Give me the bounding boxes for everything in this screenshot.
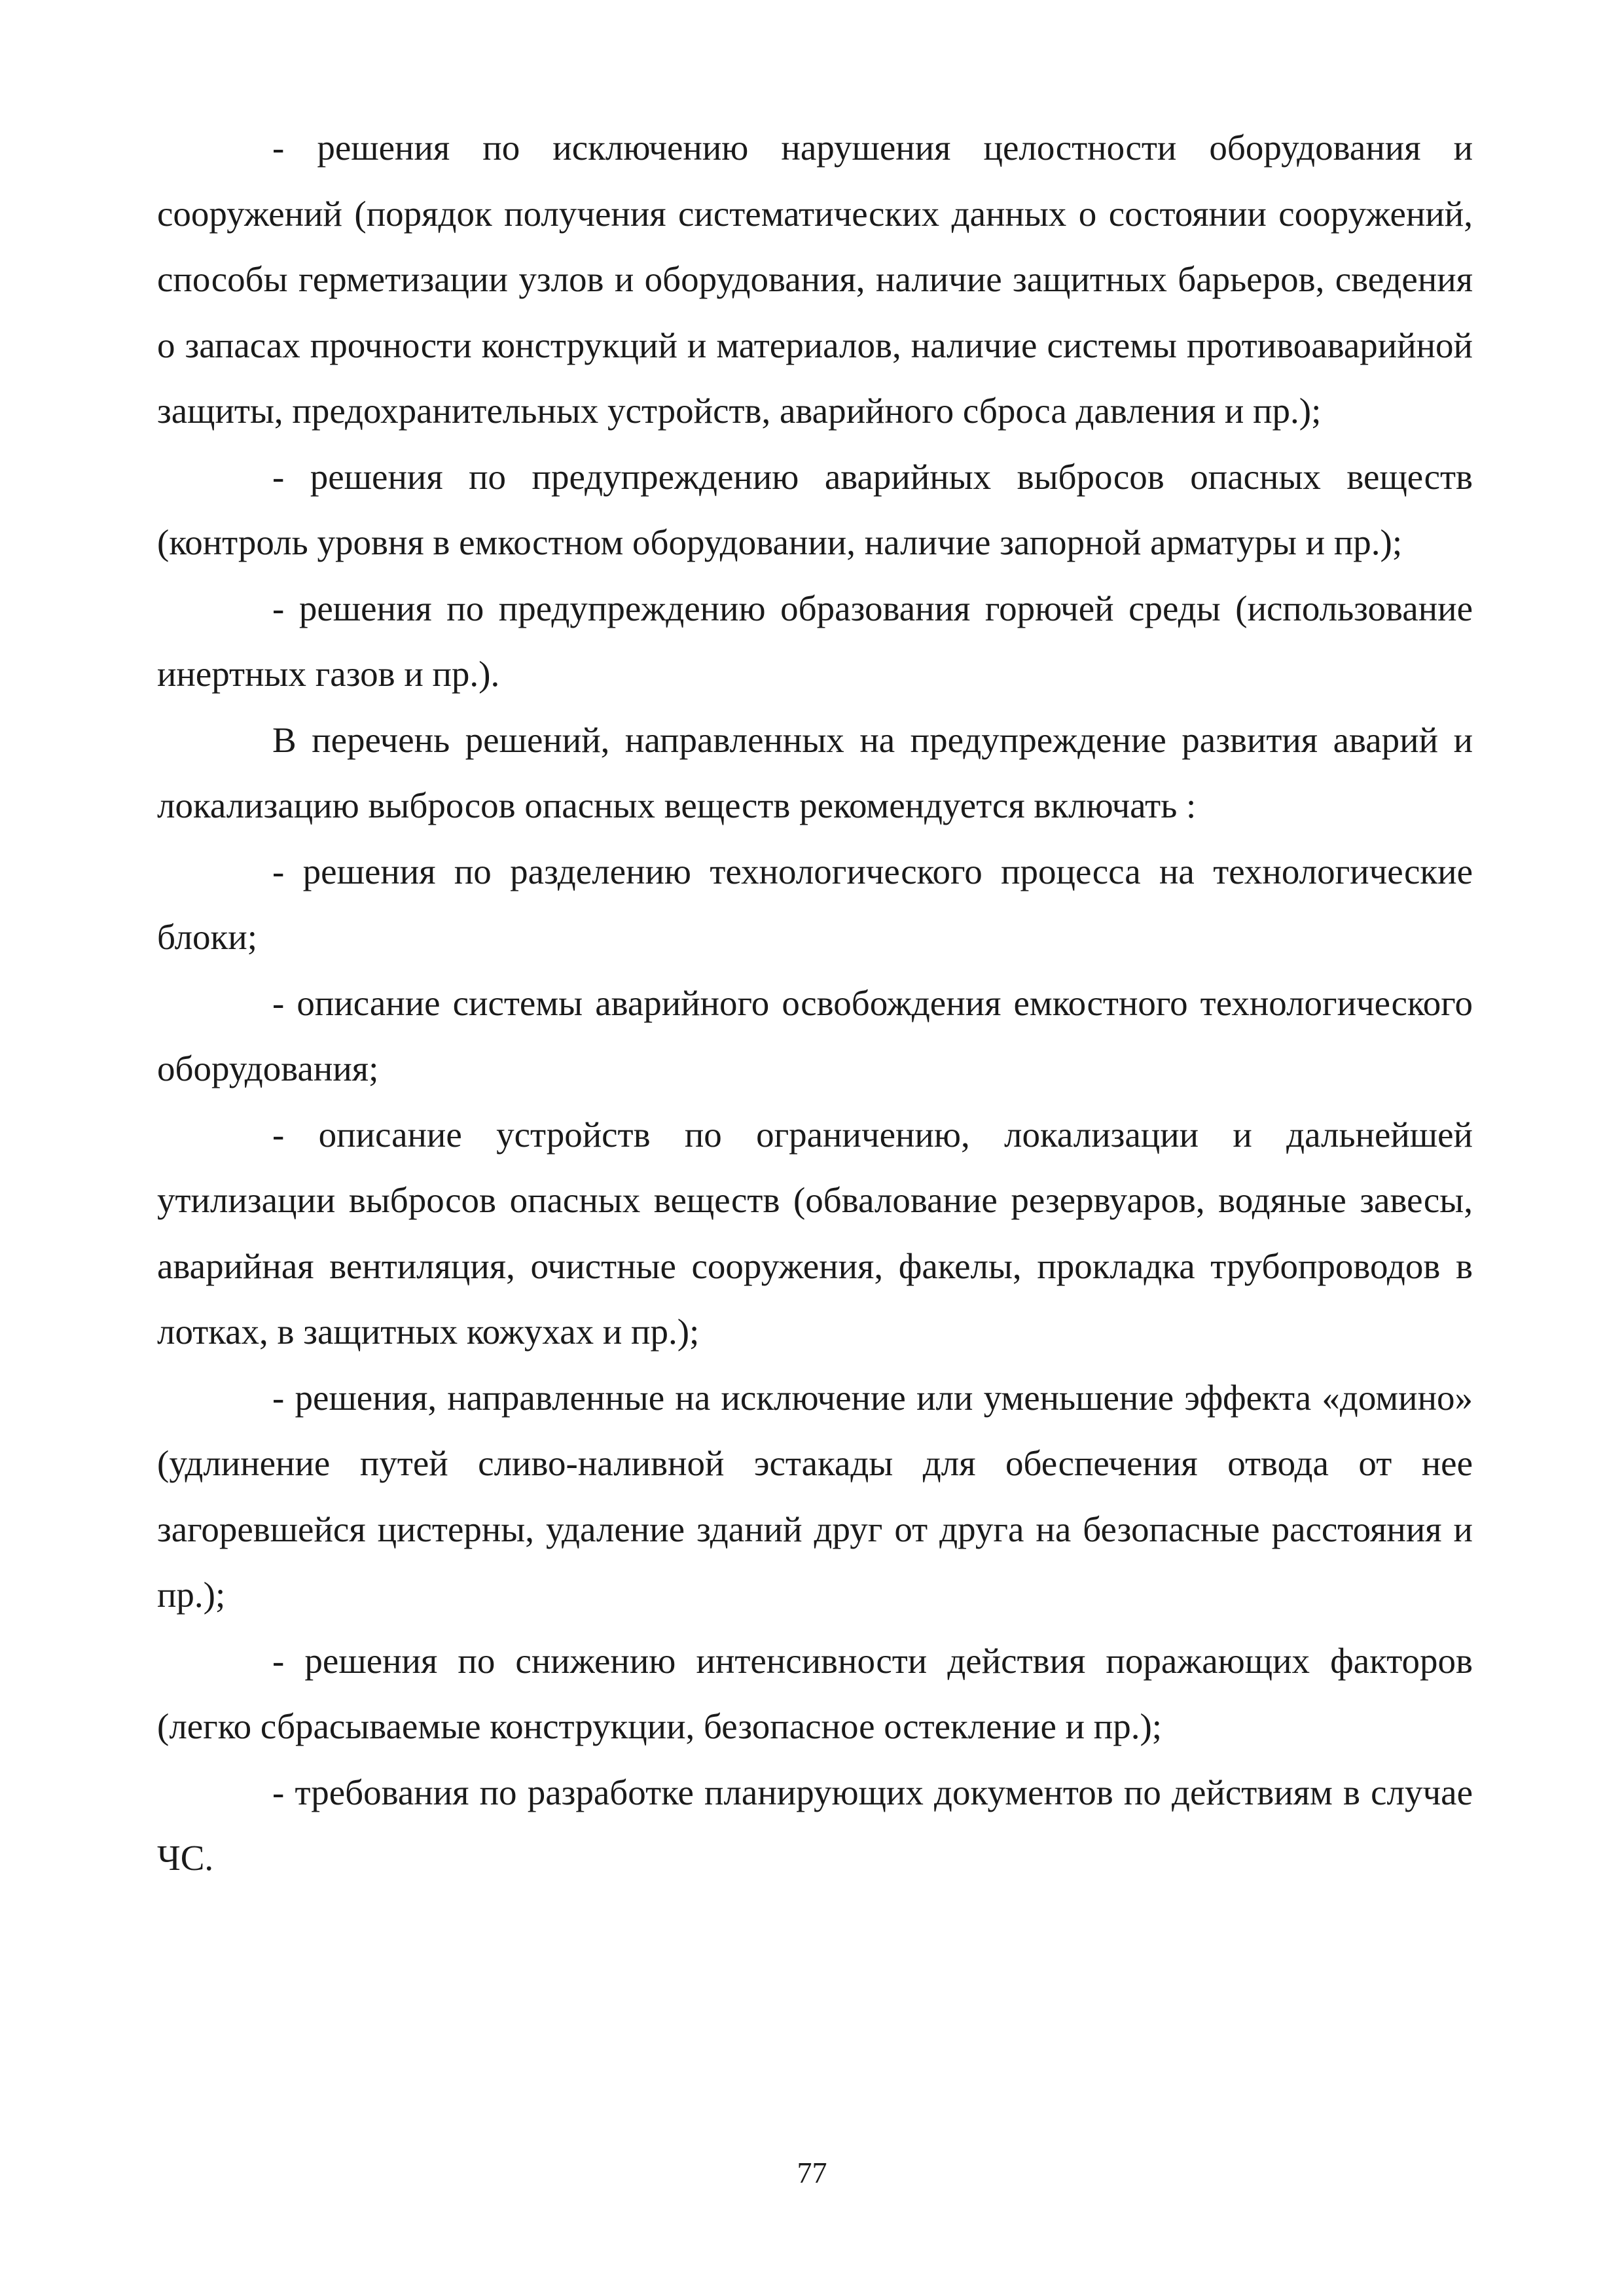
paragraph-localization-devices: - описание устройств по ограничению, локализации и дальнейшей утилизации выбросов опасных веществ (обвалование резервуаров, водяные завесы, аварийная вентиляция, очистные сооружения, факелы, прокладка трубопроводов в лотках, в защитных кожухах и пр.); xyxy=(157,1114,1473,1352)
paragraph-integrity-solutions: - решения по исключению нарушения целостности оборудования и сооружений (порядок получения систематических данных о состоянии сооружений, способы герметизации узлов и оборудования, наличие защитных барьеров, сведения о запасах прочности конструкций и материалов, наличие системы противоаварийной защиты, предохранительных устройств, аварийного сброса давления и пр.); xyxy=(157,128,1473,431)
body-text xyxy=(157,115,1473,1892)
page-number: 77 xyxy=(797,2156,827,2189)
paragraph-list-intro: В перечень решений, направленных на предупреждение развития аварий и локализацию выбросов опасных веществ рекомендуется включать : xyxy=(157,719,1473,825)
paragraph-flammable-medium: - решения по предупреждению образования горючей среды (использование инертных газов и пр.). xyxy=(157,588,1473,694)
paragraph-emergency-release: - описание системы аварийного освобождения емкостного технологического оборудования; xyxy=(157,982,1473,1088)
paragraph-emergency-planning: - требования по разработке планирующих документов по действиям в случае ЧС. xyxy=(157,1772,1473,1878)
paragraph-domino-effect: - решения, направленные на исключение или уменьшение эффекта «домино» (удлинение путей сливо-наливной эстакады для обеспечения отвода от нее загоревшейся цистерны, удаление зданий друг от друга на безопасные расстояния и пр.); xyxy=(157,1377,1473,1615)
paragraph-emission-prevention: - решения по предупреждению аварийных выбросов опасных веществ (контроль уровня в емкостном оборудовании, наличие запорной арматуры и пр.); xyxy=(157,456,1473,562)
paragraph-process-blocks: - решения по разделению технологического процесса на технологические блоки; xyxy=(157,851,1473,957)
paragraph-damage-factors: - решения по снижению интенсивности действия поражающих факторов (легко сбрасываемые конструкции, безопасное остекление и пр.); xyxy=(157,1640,1473,1746)
